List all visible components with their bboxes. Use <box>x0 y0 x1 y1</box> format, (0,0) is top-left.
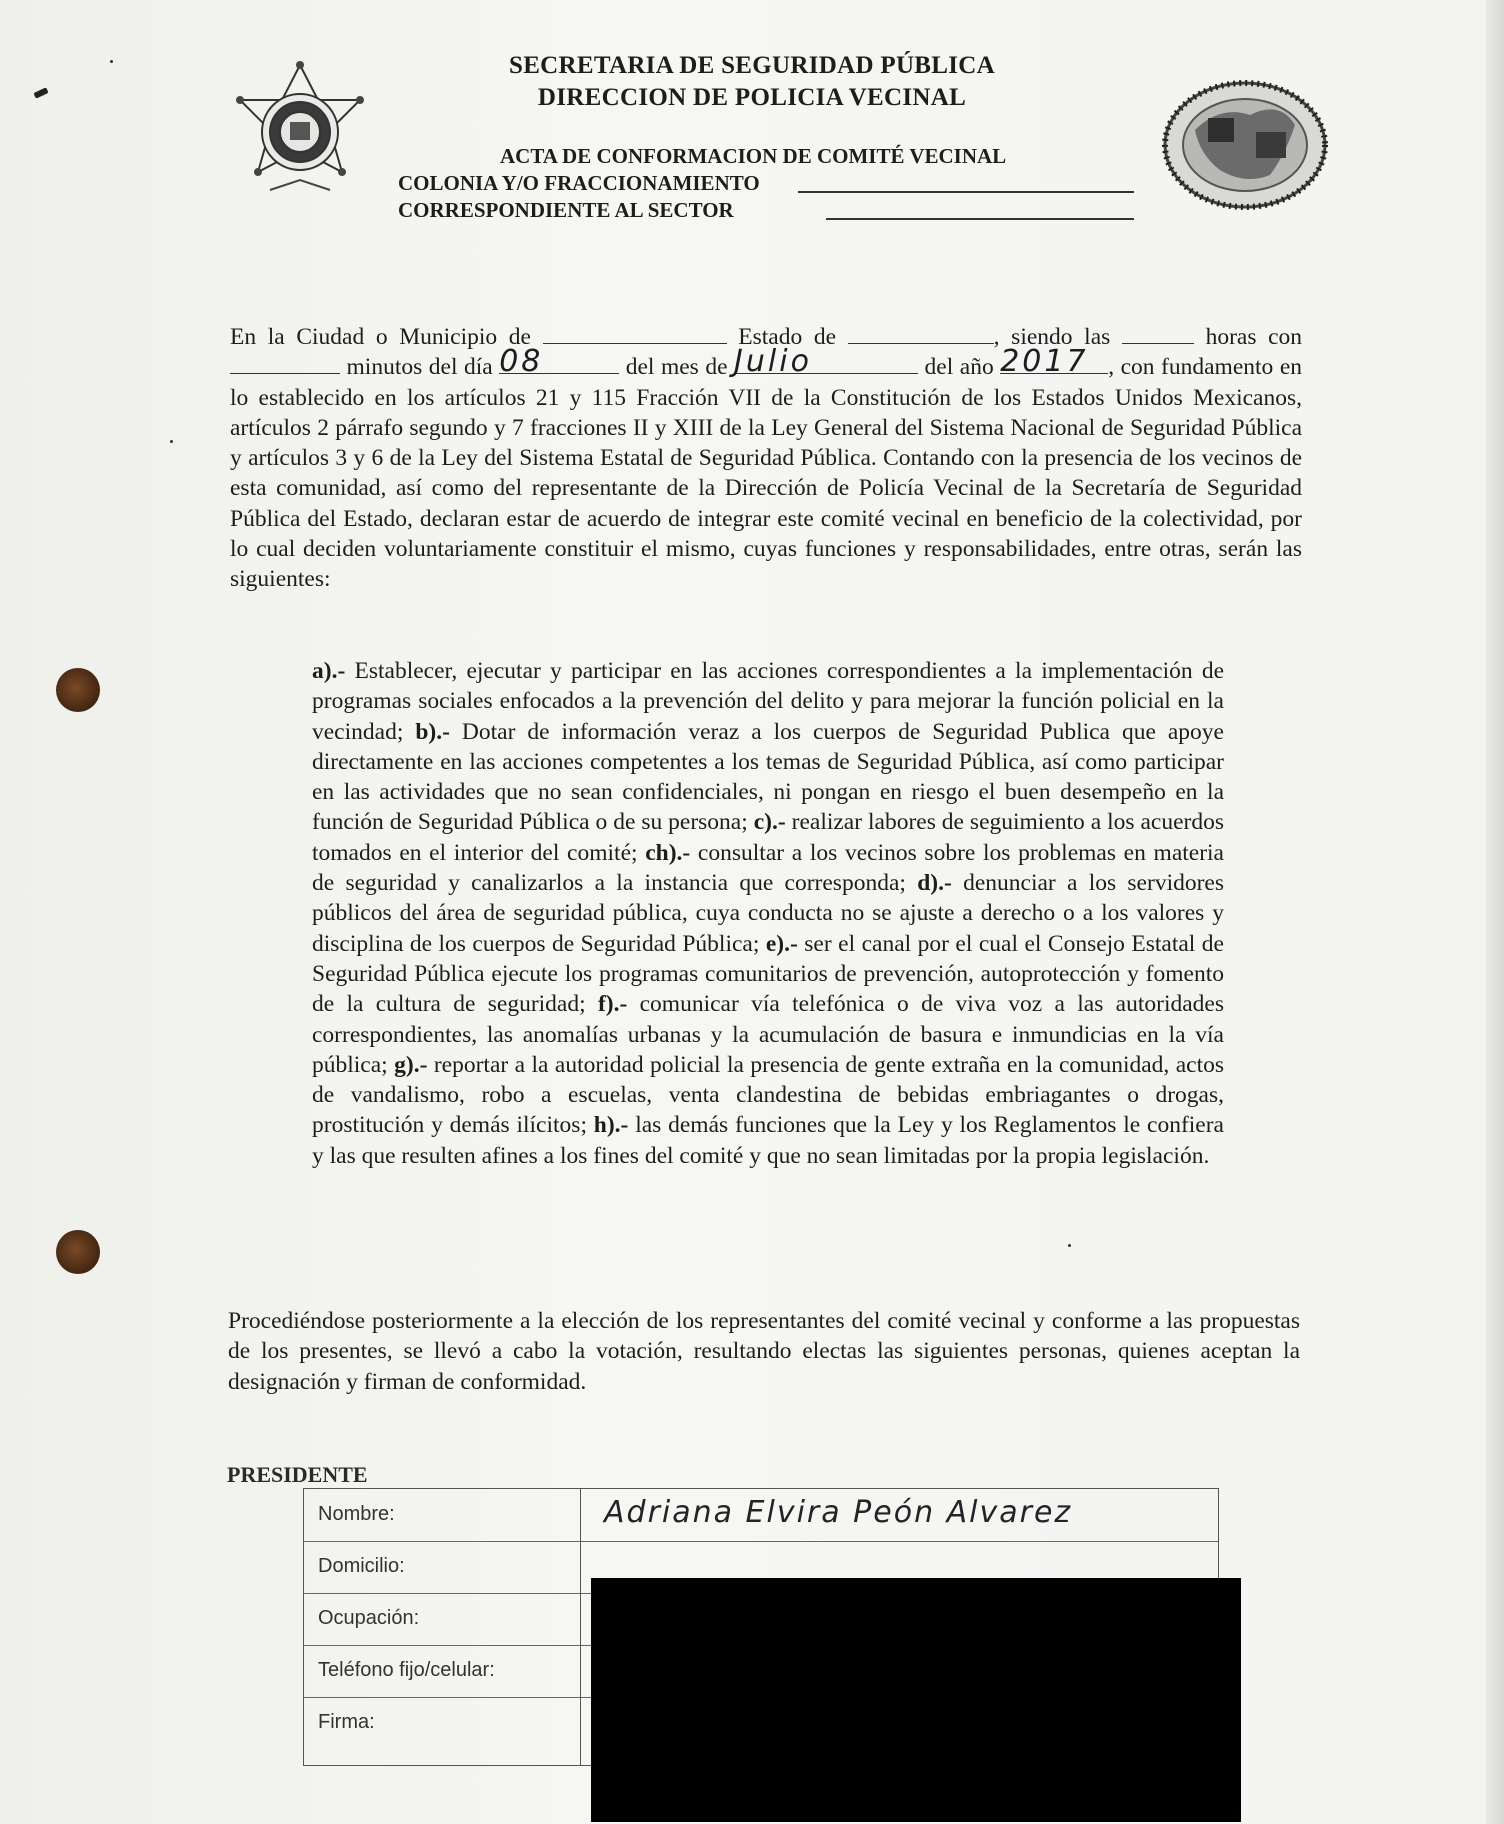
function-letter: g).- <box>394 1051 428 1078</box>
mes-field[interactable] <box>734 344 918 379</box>
function-letter: e).- <box>765 930 798 957</box>
function-text: Establecer, ejecutar y participar en las acciones correspondientes a la implementación de programas sociales enfocados a la prevención del delito y para mejorar la función policial en la vecindad; <box>312 658 1224 745</box>
function-letter: a).- <box>312 658 346 684</box>
function-text: reportar a la autoridad policial la presencia de gente extraña en la comunidad, actos de vandalismo, robo a escuelas, venta clandestina de bebidas embriagantes o drogas, prostitución y demás ilícitos; <box>312 1051 1224 1139</box>
sector-label: CORRESPONDIENTE AL SECTOR <box>398 198 734 222</box>
function-letter: d).- <box>917 870 952 897</box>
intro-text: del año <box>924 354 994 381</box>
function-text: Dotar de información veraz a los cuerpos de Seguridad Publica que apoye directamente en las acciones competentes a los temas de Seguridad Pública, así como participar en las actividades que no sean confidenciales, ni pongan en riesgo el buen desempeño en la función de Seguridad Pública o de su persona; <box>312 718 1224 836</box>
minutos-field[interactable] <box>230 355 340 374</box>
intro-paragraph <box>230 322 1302 595</box>
intro-text: , con fundamento en lo establecido en los artículos 21 y 115 Fracción VII de la Constitución de los Estados Unidos Mexicanos, artículos 2 párrafo segundo y 7 fracciones II y XIII de la Ley General del Sistema Nacional de Seguridad Pública y artículos 3 y 6 de la Ley del Sistema Estatal de Seguridad Pública. Contando con la presencia de los vecinos de esta comunidad, así como del representante de la Dirección de Policía Vecinal de la Secretaría de Seguridad Pública del Estado, declaran estar de acuerdo de integrar este comité vecinal en beneficio de la colectividad, por lo cual deciden voluntariamente constituir el mismo, cuyas funciones y responsabilidades, entre otras, serán las siguientes: <box>230 354 1302 593</box>
anio-field[interactable] <box>1000 344 1108 379</box>
intro-text: horas con <box>1205 324 1303 350</box>
nombre-value[interactable]: Adriana Elvira Peón Alvarez <box>604 1495 1073 1530</box>
function-letter: h).- <box>593 1112 629 1139</box>
hole-punch <box>56 1230 100 1274</box>
ink-dot <box>170 440 173 443</box>
function-text: denunciar a los servidores públicos del área de seguridad pública, cuya conducta no se ajuste a derecho o a los valores y disciplina de los cuerpos de Seguridad Pública; <box>312 870 1224 957</box>
column-divider <box>580 1541 581 1593</box>
domicilio-label: Domicilio: <box>318 1555 405 1577</box>
function-letter: c).- <box>753 809 786 836</box>
redaction-block <box>591 1578 1241 1822</box>
intro-text: Estado de <box>738 324 837 350</box>
function-letter: b).- <box>415 718 450 745</box>
function-text: consultar a los vecinos sobre los problemas en materia de seguridad y canalizarlos a la instancia que corresponda; <box>312 839 1224 897</box>
ocupacion-label: Ocupación: <box>318 1607 420 1629</box>
functions-paragraph <box>312 656 1224 1171</box>
municipio-field[interactable] <box>543 325 727 344</box>
presidente-heading: PRESIDENTE <box>227 1462 368 1487</box>
column-divider <box>580 1593 581 1645</box>
function-text: realizar labores de seguimiento a los acuerdos tomados en el interior del comité; <box>312 809 1224 866</box>
function-text: ser el canal por el cual el Consejo Estatal de Seguridad Pública ejecute los programas comunitarios de prevención, autoprotección y fomento de la cultura de seguridad; <box>312 930 1224 1018</box>
intro-text: En la Ciudad o Municipio de <box>230 324 531 350</box>
page-edge-shadow <box>1486 0 1504 1824</box>
ink-dot <box>1068 1244 1071 1247</box>
intro-text: , siendo las <box>993 324 1111 350</box>
row-nombre <box>304 1489 1218 1542</box>
police-star-emblem-icon <box>230 60 370 210</box>
colonia-label: COLONIA Y/O FRACCIONAMIENTO <box>398 171 760 195</box>
telefono-label: Teléfono fijo/celular: <box>318 1659 495 1681</box>
nombre-label: Nombre: <box>318 1503 395 1525</box>
column-divider <box>580 1645 581 1697</box>
hole-punch <box>56 668 100 712</box>
column-divider <box>580 1489 581 1541</box>
header-secretaria: SECRETARIA DE SEGURIDAD PÚBLICA <box>508 52 995 79</box>
acta-title: ACTA DE CONFORMACION DE COMITÉ VECINAL <box>500 144 1007 168</box>
mes-handwritten: Julio <box>734 344 812 379</box>
colonia-field[interactable] <box>798 191 1134 193</box>
dia-handwritten: 08 <box>499 344 544 379</box>
intro-text: del mes de <box>625 354 728 381</box>
horas-field[interactable] <box>1122 325 1194 344</box>
column-divider <box>580 1697 581 1765</box>
intro-text: minutos del día <box>346 354 493 381</box>
anio-handwritten: 2017 <box>1000 344 1089 379</box>
function-text: las demás funciones que la Ley y los Reglamentos le confiera y las que resulten afines a los fines del comité y que no sean limitadas por la propia legislación. <box>312 1112 1224 1169</box>
closing-paragraph: Procediéndose posteriormente a la elección de los representantes del comité vecinal y conforme a las propuestas de los presentes, se llevó a cabo la votación, resultando electas las siguientes personas, quienes aceptan la designación y firman de conformidad. <box>228 1308 1300 1395</box>
firma-label: Firma: <box>318 1711 375 1733</box>
function-letter: f).- <box>597 991 628 1018</box>
estado-field[interactable] <box>848 325 994 344</box>
header-direccion: DIRECCION DE POLICIA VECINAL <box>537 84 967 111</box>
dia-field[interactable] <box>499 344 619 379</box>
sector-field[interactable] <box>826 218 1134 220</box>
function-letter: ch).- <box>645 839 691 866</box>
function-text: comunicar vía telefónica o de viva voz a las autoridades correspondientes, las anomalías urbanas y la acumulación de basura e inmundicias en la vía pública; <box>312 991 1224 1078</box>
